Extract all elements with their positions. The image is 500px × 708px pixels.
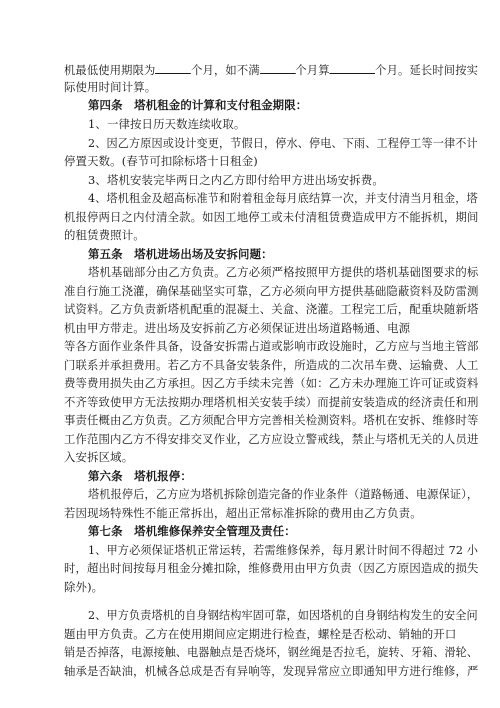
section-5-heading: 第五条 塔机进场出场及安拆问题： — [88, 247, 273, 261]
section-7-heading: 第七条 塔机维修保养安全管理及责任： — [88, 524, 296, 538]
section-4-heading: 第四条 塔机租金的计算和支付租金期限： — [88, 98, 308, 112]
paragraph-line: 2、因乙方原因或设计变更，节假日，停水、停电、下雨、工程停工等一律不计 — [88, 136, 478, 150]
paragraph-line: 塔机报停后，乙方应为塔机拆除创造完备的作业条件（道路畅通、电源保证）， — [88, 487, 479, 501]
paragraph-line: 停置天数。(春节可扣除标塔十日租金) — [64, 154, 258, 168]
paragraph-line: 工作范围内乙方不得安排交叉作业，乙方应设立警戒线，禁止与塔机无关的人员进 — [64, 432, 479, 446]
paragraph-line: 准自行施工浇灌，确保基础坚实可靠，乙方必须向甲方提供基础隐蔽资料及防雷测 — [64, 284, 479, 298]
paragraph-line: 机由甲方带走。进出场及安拆前乙方必须保证进出场道路畅通、电源 — [64, 321, 411, 335]
paragraph-line: 际使用时间计算。 — [64, 80, 157, 94]
blank-field — [155, 62, 191, 74]
paragraph-line: 的租赁费照计。 — [64, 228, 145, 242]
paragraph-line: 1、一律按日历天数连续收取。 — [88, 117, 246, 131]
paragraph-line: 时，超出时间按每月租金分摊扣除，维修费用由甲方负责（因乙方原因造成的损失 — [64, 561, 479, 575]
paragraph-line: 轴承是否缺油，机械各总成是否有异响等，发现异常应立即通知甲方进行维修，严 — [64, 664, 479, 678]
paragraph-line: 题由甲方负责。乙方在使用期间应定期进行检查，螺栓是否松动、销轴的开口 — [64, 627, 457, 641]
paragraph-line: 机最低使用期限为 个月，如不满 个月算 个月。延长时间按实 — [64, 63, 479, 77]
blank-field — [330, 62, 376, 74]
paragraph-line: 4、塔机租金及超高标准节和附着租金每月底结算一次，并支付清当月租金，塔 — [88, 191, 478, 205]
paragraph-line: 不齐等致使甲方无法按期办理塔机相关安装手续）而提前安装造成的经济责任和刑 — [64, 395, 479, 409]
paragraph-line: 入安拆区域。 — [64, 450, 134, 464]
paragraph-line: 试资料。乙方负责新塔机配重的混凝土、关盒、浇灌。工程完工后，配重块随新塔 — [64, 302, 479, 316]
paragraph-line: 机报停两日之内付清全款。如因工地停工或未付清租赁费造成甲方不能拆机，期间 — [64, 210, 479, 224]
paragraph-line: 3、塔机安装完毕两日之内乙方即付给甲方进出场安拆费。 — [88, 173, 384, 187]
paragraph-line: 销是否掉落，电源接触、电器触点是否烧坏，钢丝绳是否拉毛，旋转、牙箱、滑轮、 — [64, 645, 479, 659]
paragraph-line: 2、甲方负责塔机的自身钢结构牢固可靠，如因塔机的自身钢结构发生的安全问 — [88, 608, 478, 622]
paragraph-line: 费等费用损失由乙方承担。因乙方手续未完善（如：乙方未办理施工许可证或资料 — [64, 376, 479, 390]
paragraph-line: 1、甲方必须保证塔机正常运转，若需维修保养，每月累计时间不得超过 72 小 — [88, 543, 479, 557]
blank-field — [260, 62, 296, 74]
paragraph-line: 塔机基础部分由乙方负责。乙方必须严格按照甲方提供的塔机基础图要求的标 — [88, 265, 479, 279]
paragraph-line: 等各方面作业条件具备，设备安拆需占道或影响市政设施时，乙方应与当地主管部 — [64, 339, 479, 353]
paragraph-line: 事责任概由乙方负责。乙方须配合甲方完善相关检测资料。塔机在安拆、维修时等 — [64, 413, 479, 427]
paragraph-line: 门联系并承担费用。若乙方不具备安装条件，所造成的二次吊车费、运输费、人工 — [64, 358, 479, 372]
section-6-heading: 第六条 塔机报停： — [88, 469, 192, 483]
paragraph-line: 除外)。 — [64, 580, 104, 594]
paragraph-line: 若因现场特殊性不能正常拆出，超出正常标准拆除的费用由乙方负责。 — [64, 506, 422, 520]
